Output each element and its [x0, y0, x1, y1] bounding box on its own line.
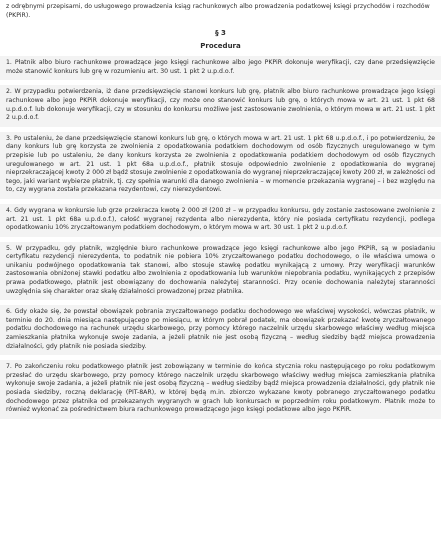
- clause-5: 5. W przypadku, gdy płatnik, względnie biuro rachunkowe prowadzące jego księgi rachunkowe albo jego PKPiR, są w posiadaniu certyfikatu rezydencji nierezydenta, to podatnik nie pobiera 10% zryczałtowanego podatku dochodowego, o ile właściwa umowa o unikaniu podwójnego opodatkowania tak stanowi, albo stosuje stawkę podatku wynikającą z umowy. Przy weryfikacji warunków zastosowania obniżonej stawki podatku albo zwolnienia z opodatkowania lub warunków niepobrania podatku, wynikających z przepisów prawa podatkowego, płatnik jest obowiązany do dochowania należytej staranności. Przy ocenie dochowania należytej staranności uwzględnia się charakter oraz skalę działalności prowadzonej przez płatnika.: [0, 242, 441, 301]
- section-number: § 3: [215, 29, 226, 38]
- clause-6: 6. Gdy okaże się, że powstał obowiązek pobrania zryczałtowanego podatku dochodowego we właściwej wysokości, wówczas płatnik, w terminie do 20. dnia miesiąca następującego po miesiącu, w którym pobrał podatek, ma obowiązek przekazać kwotę zryczałtowanego podatku dochodowego na rachunek urzędu skarbowego, przy pomocy którego naczelnik urzędu skarbowego właściwy według miejsca zamieszkania płatnika wykonuje swoje zadania, a jeżeli płatnik nie jest osobą fizyczną – według siedziby bądź miejsca prowadzenia działalności, gdy płatnik nie posiada siedziby.: [0, 305, 441, 355]
- clause-3: 3. Po ustaleniu, że dane przedsięwzięcie stanowi konkurs lub grę, o których mowa w art. 21 ust. 1 pkt 68 u.p.d.o.f., i po potwierdzeniu, że dany konkurs lub grę korzysta ze zwolnienia z opodatkowania podatkiem dochodowym od osób fizycznych uregulowanego w tym przepisie lub po ustaleniu, że dany konkurs korzysta ze zwolnienia z opodatkowania podatkiem dochodowym od osób fizycznych uregulowanego w art. 21 ust. 1 pkt 68a u.p.d.o.f., płatnik stosuje odpowiednio zwolnienie z opodatkowania do wygranej nieprzekraczającej kwoty 2 000 zł bądź stosuje zwolnienie z opodatkowania do wygranej nieprzekraczającej kwoty 200 zł, w zależności od tego, jaki wariant wybierze płatnik, tj. czy spełnia warunki dla danego zwolnienia – w momencie przekazania wygranej – i bez względu na to, czy wygrana została przekazana rezydentowi, czy nierezydentowi.: [0, 132, 441, 199]
- section-title: Procedura: [200, 42, 241, 51]
- intro-paragraph: z odrębnymi przepisami, do usługowego prowadzenia ksiąg rachunkowych albo prowadzenia podatkowej księgi przychodów i rozchodów (PKPiR).: [6, 3, 430, 19]
- clause-7: 7. Po zakończeniu roku podatkowego płatnik jest zobowiązany w terminie do końca stycznia roku następującego po roku podatkowym przesłać do urzędu skarbowego, przy pomocy którego naczelnik urzędu skarbowego właściwy według miejsca zamieszkania płatnika wykonuje swoje zadania, a jeżeli płatnik nie jest osobą fizyczną – według siedziby bądź miejsca prowadzenia działalności, gdy płatnik nie posiada siedziby, roczną deklarację (PIT-8AR), w której będą m.in. zbiorczo wykazane kwoty pobranego zryczałtowanego podatku dochodowego przez płatnika od przekazanych wygranych w grach lub konkursach w poprzednim roku podatkowym. Płatnik może to również wykonać za pośrednictwem biura rachunkowego prowadzącego jego księgi podatkowe albo jego PKPiR.: [0, 360, 441, 419]
- clause-4: 4. Gdy wygrana w konkursie lub grze przekracza kwotę 2 000 zł (200 zł – w przypadku konkursu, gdy zostanie zastosowane zwolnienie z art. 21 ust. 1 pkt 68a u.p.d.o.f.), całość wygranej rezydenta albo nierezydenta, który nie posiada certyfikatu rezydencji, podlega opodatkowaniu 10% zryczałtowanym podatkiem dochodowym, o którym mowa w art. 30 ust. 1 pkt 2 u.p.d.o.f.: [0, 204, 441, 237]
- clause-2: 2. W przypadku potwierdzenia, iż dane przedsięwzięcie stanowi konkurs lub grę, płatnik albo biuro rachunkowe prowadzące jego księgi rachunkowe albo jego PKPiR dokonuje weryfikacji, czy może ono stanowić konkurs lub grę, o których mowa w art. 21 ust. 1 pkt 68 u.p.d.o.f. lub dokonuje weryfikacji, czy w stosunku do konkursu możliwe jest zastosowanie zwolnienia, o którym mowa w art. 21 ust. 1 pkt 2 u.p.d.o.f.: [0, 85, 441, 126]
- clause-1: 1. Płatnik albo biuro rachunkowe prowadzące jego księgi rachunkowe albo jego PKPiR dokonuje weryfikacji, czy dane przedsięwzięcie może stanowić konkurs lub grę w rozumieniu art. 30 ust. 1 pkt 2 u.p.d.o.f.: [0, 56, 441, 80]
